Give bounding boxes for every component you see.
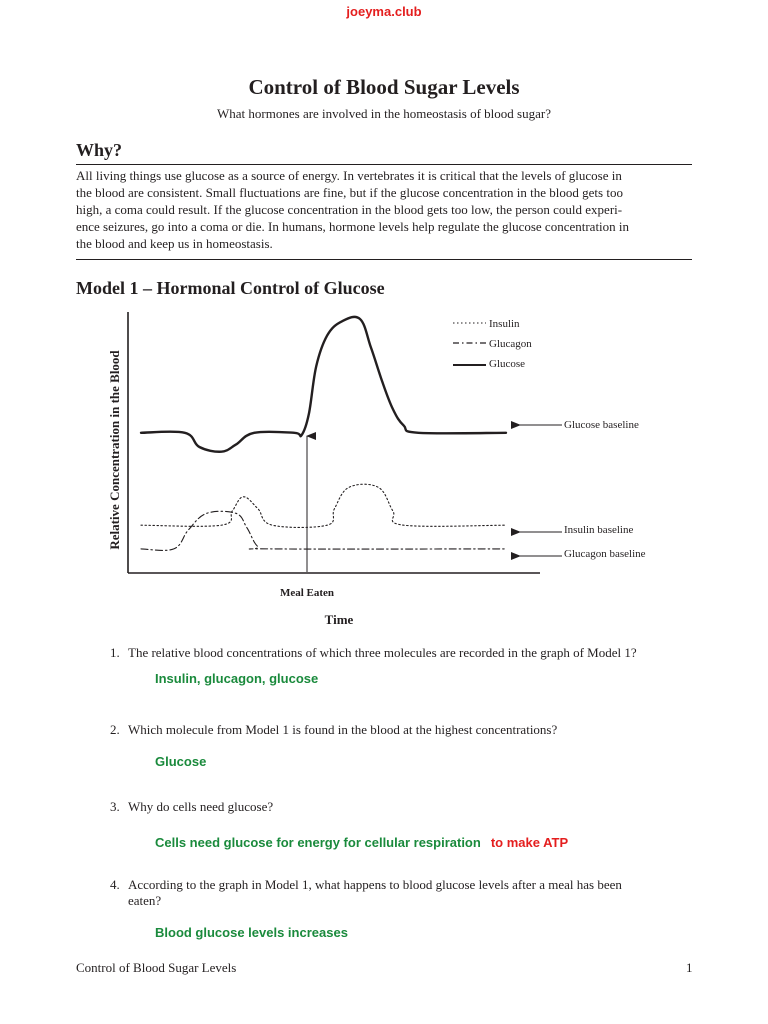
question-4-line-1: According to the graph in Model 1, what happens to blood glucose levels after a meal has been — [128, 877, 622, 892]
legend-glucose-label: Glucose — [489, 358, 526, 370]
why-bottom-divider — [76, 259, 692, 260]
why-heading: Why? — [76, 140, 123, 160]
answer-4: Blood glucose levels increases — [155, 925, 348, 940]
answer-3 — [155, 834, 568, 852]
question-3-number: 3. — [110, 799, 120, 814]
question-3 — [110, 799, 710, 819]
question-2 — [110, 722, 710, 742]
question-4-line-2: eaten? — [128, 893, 162, 908]
chart-legend — [453, 318, 532, 370]
question-2-text: Which molecule from Model 1 is found in the blood at the highest concentrations? — [128, 722, 558, 737]
why-line-3: high, a coma could result. If the glucose concentration in the blood gets too low, the person could experi- — [76, 202, 623, 217]
question-4-text — [128, 877, 708, 909]
question-1-number: 1. — [110, 645, 120, 660]
why-line-2: the blood are consistent. Small fluctuations are fine, but if the glucose concentration in the blood gets too — [76, 185, 623, 200]
glucagon-line — [141, 511, 506, 550]
legend-glucagon-label: Glucagon — [489, 338, 532, 350]
question-4 — [110, 877, 710, 917]
why-line-4: ence seizures, go into a coma or die. In humans, hormone levels help regulate the glucose concentration in — [76, 219, 630, 234]
question-2-number: 2. — [110, 722, 120, 737]
answer-2: Glucose — [155, 754, 207, 769]
legend-insulin-label: Insulin — [489, 318, 520, 330]
question-1 — [110, 645, 710, 695]
insulin-baseline-label: Insulin baseline — [564, 524, 634, 536]
why-line-1: All living things use glucose as a source of energy. In vertebrates it is critical that the levels of glucose in — [76, 168, 622, 183]
glucose-line — [141, 317, 506, 452]
model-heading: Model 1 – Hormonal Control of Glucose — [76, 278, 385, 298]
chart-series — [141, 317, 506, 551]
watermark: joeyma.club — [346, 4, 422, 19]
answer-1: Insulin, glucagon, glucose — [155, 671, 319, 686]
model-1-chart — [0, 300, 768, 640]
glucose-baseline-label: Glucose baseline — [564, 419, 639, 431]
question-1-text: The relative blood concentrations of which three molecules are recorded in the graph of Model 1? — [128, 645, 637, 660]
page-number: 1 — [686, 960, 693, 975]
meal-eaten-label: Meal Eaten — [279, 587, 335, 599]
why-line-5: the blood and keep us in homeostasis. — [76, 236, 273, 251]
answer-3-text: Cells need glucose for energy for cellular respiration — [155, 835, 481, 850]
y-axis-label: Relative Concentration in the Blood — [107, 350, 122, 550]
glucagon-baseline-label: Glucagon baseline — [564, 548, 646, 560]
answer-3-extra: to make ATP — [490, 835, 569, 850]
question-4-number: 4. — [110, 877, 120, 892]
footer-title: Control of Blood Sugar Levels — [76, 960, 237, 975]
question-3-text: Why do cells need glucose? — [128, 799, 274, 814]
page-subtitle: What hormones are involved in the homeostasis of blood sugar? — [217, 106, 551, 121]
page-title: Control of Blood Sugar Levels — [248, 75, 520, 99]
chart-axes — [128, 312, 540, 573]
x-axis-label: Time — [324, 612, 354, 627]
why-top-divider — [76, 164, 692, 165]
